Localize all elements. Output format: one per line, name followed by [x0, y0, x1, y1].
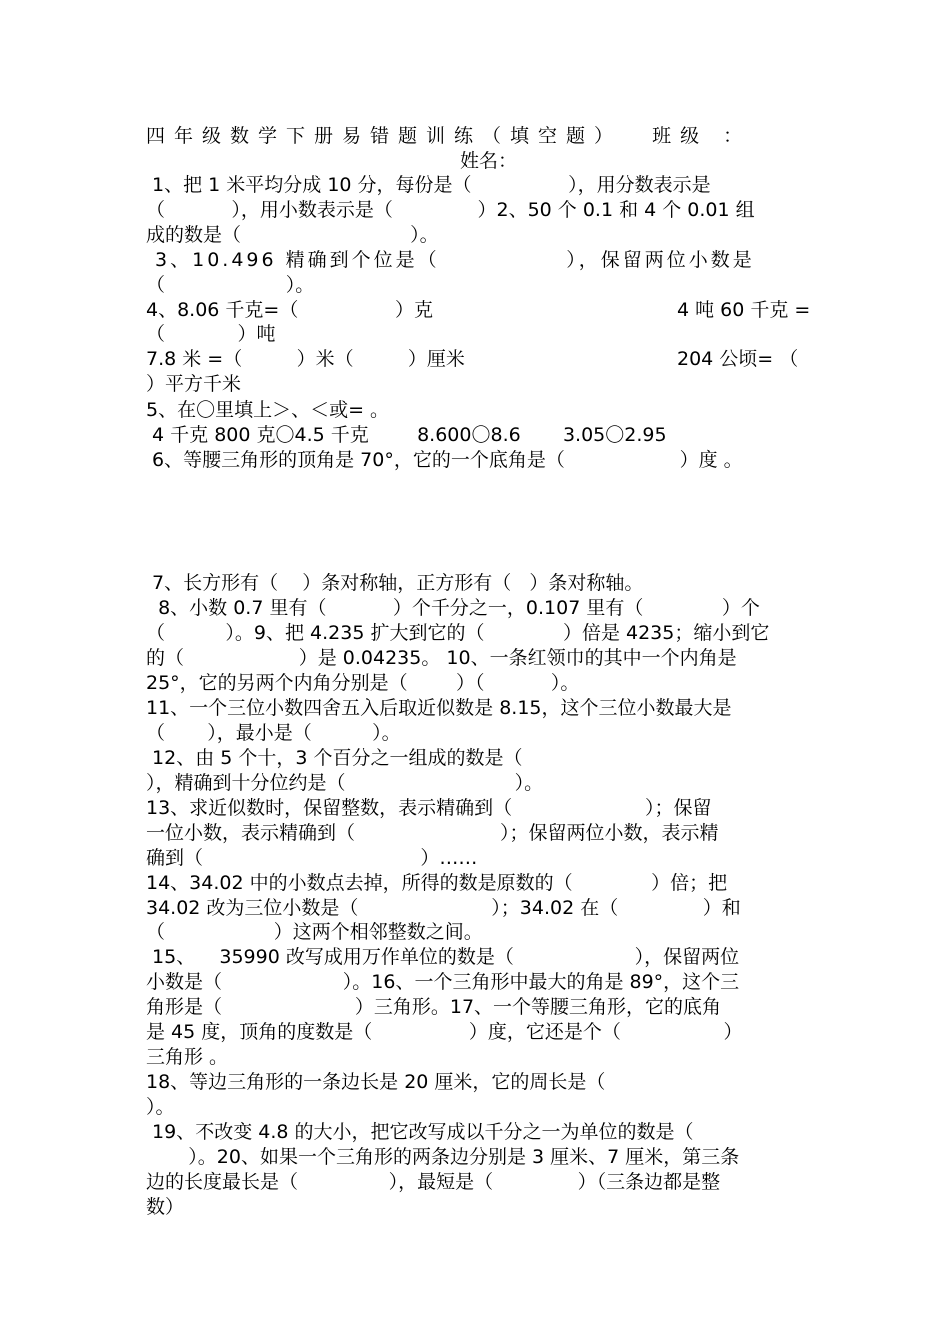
question-line: 12、由 5 个十，3 个百分之一组成的数是（	[146, 747, 523, 769]
question-line: 7、长方形有（ ）条对称轴，正方形有（ ）条对称轴。	[146, 572, 644, 594]
question-line: （ ）吨	[146, 323, 276, 345]
question-line: 三角形 。	[146, 1046, 229, 1068]
question-line: 15、 35990 改写成用万作单位的数是（ ），保留两位	[146, 946, 740, 968]
name-label: 姓名：	[460, 150, 518, 172]
question-line: 6、等腰三角形的顶角是 70°，它的一个底角是（ ）度 。	[146, 449, 743, 471]
question-line: 数）	[146, 1196, 185, 1218]
question-line: 8、小数 0.7 里有（ ）个千分之一，0.107 里有（ ）个	[146, 597, 760, 619]
question-line: （ ）这两个相邻整数之间。	[146, 921, 483, 943]
question-line: 3、10.496 精确到个位是（ ），保留两位小数是	[146, 249, 755, 271]
question-line: ）。	[146, 1096, 175, 1118]
question-line: 确到（ ）……	[146, 847, 478, 869]
question-line: 的（ ）是 0.04235。 10、一条红领巾的其中一个内角是	[146, 647, 737, 669]
question-line: 13、求近似数时，保留整数，表示精确到（ ）；保留	[146, 797, 712, 819]
question-line: 4 千克 800 克〇4.5 千克 8.600〇8.6 3.05〇2.95	[146, 424, 667, 446]
question-line: 角形是（ ）三角形。17、一个等腰三角形，它的底角	[146, 996, 722, 1018]
question-line: ）。20、如果一个三角形的两条边分别是 3 厘米、7 厘米，第三条	[146, 1146, 740, 1168]
question-line: 5、在〇里填上＞、＜或= 。	[146, 399, 390, 421]
question-line: 边的长度最长是（ ），最短是（ ）（三条边都是整	[146, 1171, 721, 1193]
question-line: 一位小数，表示精确到（ ）；保留两位小数，表示精	[146, 822, 719, 844]
question-line: 1、把 1 米平均分成 10 分，每份是（ ），用分数表示是	[146, 174, 711, 196]
question-line: 7.8 米 =（ ）米（ ）厘米	[146, 348, 465, 370]
question-line: ）平方千米	[146, 373, 242, 395]
question-line: 204 公顷= （	[677, 348, 799, 370]
question-line: 4、8.06 千克=（ ）克	[146, 299, 433, 321]
question-line: （ ）。9、把 4.235 扩大到它的（ ）倍是 4235；缩小到它	[146, 622, 770, 644]
question-line: 11、一个三位小数四舍五入后取近似数是 8.15，这个三位小数最大是	[146, 697, 732, 719]
question-line: 34.02 改为三位小数是（ ）；34.02 在（ ）和	[146, 897, 741, 919]
question-line: 4 吨 60 千克 =	[677, 299, 811, 321]
question-line: （ ），用小数表示是（ ）2、50 个 0.1 和 4 个 0.01 组	[146, 199, 755, 221]
worksheet-title: 四年级数学下册易错题训练（填空题） 班级 ：	[146, 125, 752, 147]
question-line: ），精确到十分位约是（ ）。	[146, 772, 544, 794]
question-line: 是 45 度，顶角的度数是（ ）度，它还是个（ ）	[146, 1021, 743, 1043]
question-line: 25°，它的另两个内角分别是（ ）（ ）。	[146, 672, 580, 694]
question-line: （ ）。	[146, 274, 315, 296]
question-line: （ ），最小是（ ）。	[146, 722, 401, 744]
question-line: 14、34.02 中的小数点去掉，所得的数是原数的（ ）倍；把	[146, 872, 728, 894]
question-line: 小数是（ ）。16、一个三角形中最大的角是 89°，这个三	[146, 971, 740, 993]
question-line: 18、等边三角形的一条边长是 20 厘米，它的周长是（	[146, 1071, 606, 1093]
question-line: 成的数是（ ）。	[146, 224, 439, 246]
question-line: 19、不改变 4.8 的大小，把它改写成以千分之一为单位的数是（	[146, 1121, 694, 1143]
